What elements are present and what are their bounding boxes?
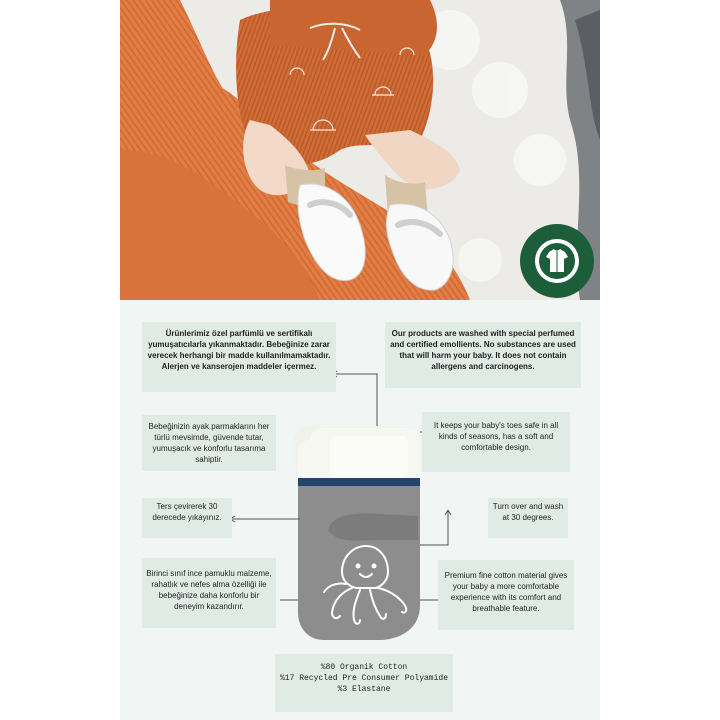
- feature-4-tr: Birinci sınıf ince pamuklu malzeme, rahatlık ve nefes alma özelliği ile bebeğinize daha konforlu bir deneyim kazandırır.: [142, 558, 276, 628]
- composition-box: [275, 654, 453, 712]
- composition-line: %3 Elastane: [337, 685, 391, 694]
- gots-badge: [518, 222, 596, 300]
- composition-line: %17 Recycled Pre Consumer Polyamide: [279, 674, 449, 683]
- feature-2-en: It keeps your baby's toes safe in all kinds of seasons, has a soft and comfortable design.: [422, 412, 570, 472]
- composition-line: %80 Organik Cotton: [320, 663, 408, 672]
- product-photo: [120, 0, 600, 300]
- feature-3-en: Turn over and wash at 30 degrees.: [488, 498, 568, 538]
- feature-3-tr: Ters çevirerek 30 derecede yıkayınız.: [142, 498, 232, 538]
- gots-seal: [518, 222, 596, 300]
- feature-2-tr: Bebeğinizin ayak parmaklarını her türlü mevsimde, güvende tutar, yumuşacık ve konforlu tasarıma sahiptir.: [142, 415, 276, 471]
- feature-4-en: Premium fine cotton material gives your baby a more comfortable experience with its comfort and breathable feature.: [438, 560, 574, 630]
- feature-1-tr: Ürünlerimiz özel parfümlü ve sertifikalı yumuşatıcılarla yıkanmaktadır. Bebeğinize zarar verecek herhangi bir madde kullanılmamaktadır. Alerjen ve kanserojen maddeler içermez.: [142, 322, 336, 392]
- feature-1-en: Our products are washed with special perfumed and certified emollients. No substances are used that will harm your baby. It does not contain allergens and carcinogens.: [385, 322, 581, 388]
- product-info-sheet: [120, 0, 600, 720]
